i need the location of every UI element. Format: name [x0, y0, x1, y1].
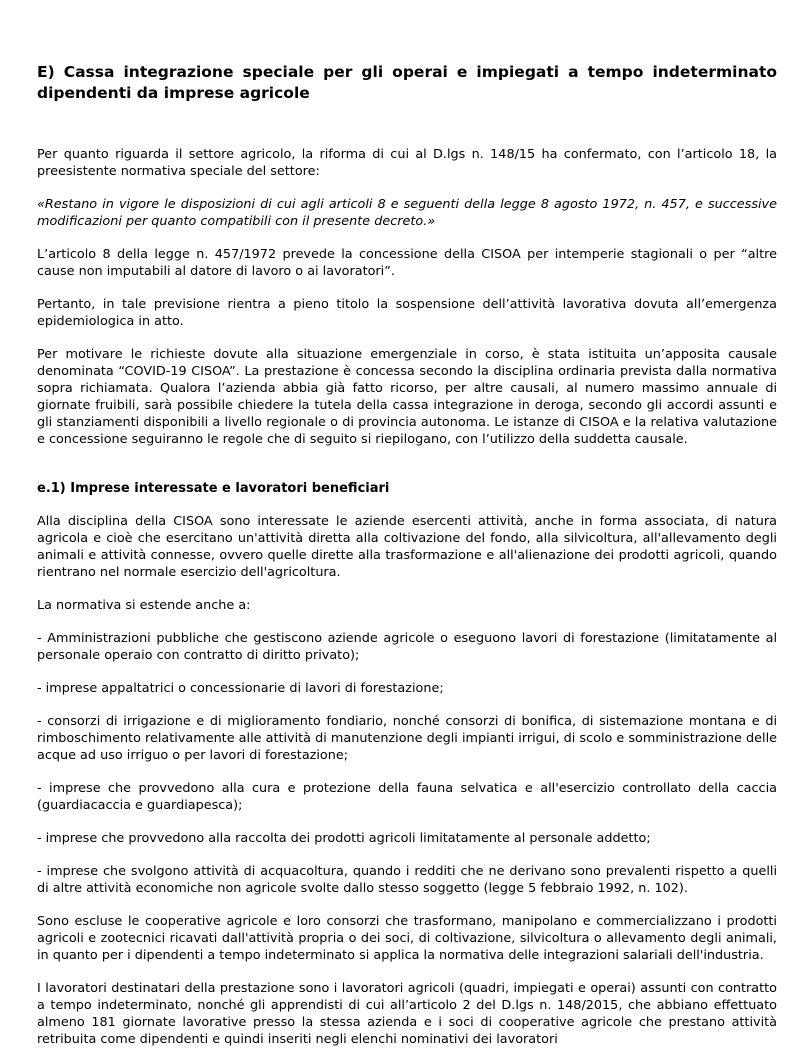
list-item: - Amministrazioni pubbliche che gestiscono aziende agricole o eseguono lavori di forestazione (limitatamente al personale operaio con contratto di diritto privato); — [37, 631, 777, 663]
subsection-title: e.1) Imprese interessate e lavoratori beneficiari — [37, 481, 390, 496]
list-item: - imprese che provvedono alla raccolta dei prodotti agricoli limitatamente al personale addetto; — [37, 831, 651, 846]
paragraph: Pertanto, in tale previsione rientra a pieno titolo la sospensione dell’attività lavorativa dovuta all’emergenza epidemiologica in atto. — [37, 297, 777, 329]
paragraph: La normativa si estende anche a: — [37, 598, 251, 613]
document-page — [37, 62, 777, 1048]
list-item: - imprese appaltatrici o concessionarie di lavori di forestazione; — [37, 681, 444, 696]
paragraph: Per quanto riguarda il settore agricolo, la riforma di cui al D.lgs n. 148/15 ha confermato, con l’articolo 18, la preesistente normativa speciale del settore: — [37, 147, 777, 179]
list-item: - imprese che svolgono attività di acquacoltura, quando i redditi che ne derivano sono prevalenti rispetto a quelli di altre attività economiche non agricole svolte dallo stesso soggetto (legge 5 febbraio 1992, n. 102). — [37, 864, 777, 896]
paragraph: Alla disciplina della CISOA sono interessate le aziende esercenti attività, anche in forma associata, di natura agricola e cioè che esercitano un'attività diretta alla coltivazione del fondo, alla silvicoltura, all'allevamento degli animali e attività connesse, ovvero quelle dirette alla trasformazione e all'alienazione dei prodotti agricoli, quando rientrano nel normale esercizio dell'agricoltura. — [37, 514, 777, 580]
quoted-paragraph: «Restano in vigore le disposizioni di cui agli articoli 8 e seguenti della legge 8 agosto 1972, n. 457, e successive modificazioni per quanto compatibili con il presente decreto.» — [37, 197, 777, 229]
list-item: - imprese che provvedono alla cura e protezione della fauna selvatica e all'esercizio controllato della caccia (guardiacaccia e guardiapesca); — [37, 781, 777, 813]
list-item: - consorzi di irrigazione e di miglioramento fondiario, nonché consorzi di bonifica, di sistemazione montana e di rimboschimento relativamente alle attività di manutenzione degli impianti irrigui, di scolo e somministrazione delle acque ad uso irriguo o per lavori di forestazione; — [37, 714, 777, 763]
paragraph: I lavoratori destinatari della prestazione sono i lavoratori agricoli (quadri, impiegati e operai) assunti con contratto a tempo indeterminato, nonché gli apprendisti di cui all’articolo 2 del D.lgs n. 148/2015, che abbiano effettuato almeno 181 giornate lavorative presso la stessa azienda e i soci di cooperative agricole che prestano attività retribuita come dipendenti e quindi inseriti negli elenchi nominativi dei lavoratori — [37, 981, 777, 1047]
paragraph: Sono escluse le cooperative agricole e loro consorzi che trasformano, manipolano e commercializzano i prodotti agricoli e zootecnici ricavati dall'attività propria o dei soci, di coltivazione, silvicoltura o allevamento degli animali, in quanto per i dipendenti a tempo indeterminato si applica la normativa delle integrazioni salariali dell'industria. — [37, 914, 777, 963]
section-title: E) Cassa integrazione speciale per gli operai e impiegati a tempo indeterminato dipendenti da imprese agricole — [37, 63, 777, 102]
paragraph: L’articolo 8 della legge n. 457/1972 prevede la concessione della CISOA per intemperie stagionali o per “altre cause non imputabili al datore di lavoro o ai lavoratori”. — [37, 247, 777, 279]
paragraph: Per motivare le richieste dovute alla situazione emergenziale in corso, è stata istituita un’apposita causale denominata “COVID-19 CISOA”. La prestazione è concessa secondo la disciplina ordinaria prevista dalla normativa sopra richiamata. Qualora l’azienda abbia già fatto ricorso, per altre causali, al numero massimo annuale di giornate fruibili, sarà possibile chiedere la tutela della cassa integrazione in deroga, secondo gli accordi assunti e gli stanziamenti disponibili a livello regionale o di provincia autonoma. Le istanze di CISOA e la relativa valutazione e concessione seguiranno le regole che di seguito si riepilogano, con l’utilizzo della suddetta causale. — [37, 347, 777, 447]
